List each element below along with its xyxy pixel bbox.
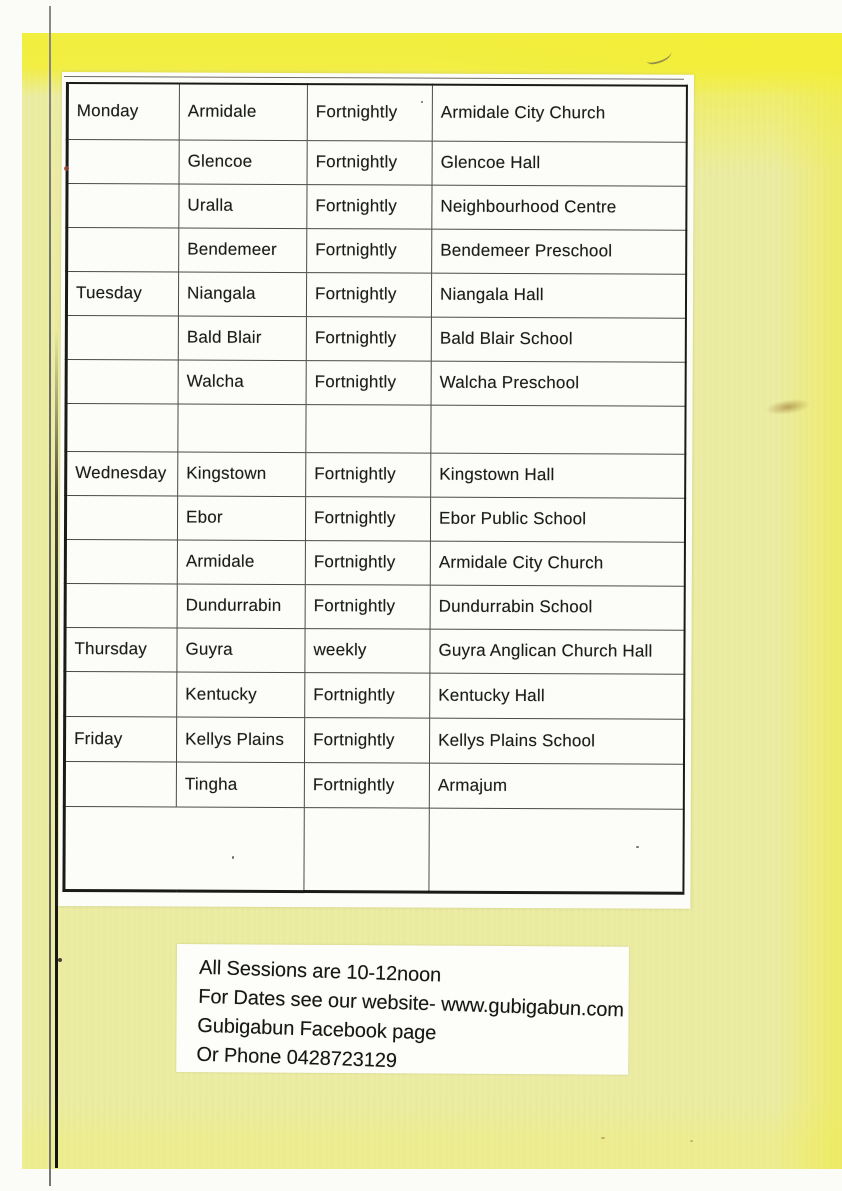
scan-speck <box>64 166 69 171</box>
table-row <box>66 359 686 406</box>
table-row <box>67 83 687 142</box>
note-line-phone: Or Phone 0428723129 <box>196 1043 398 1073</box>
cell-venue: Ebor Public School <box>430 497 685 542</box>
scan-speck <box>232 856 234 859</box>
cell-day <box>64 806 176 890</box>
cell-venue: Dundurrabin School <box>430 585 685 630</box>
cell-location: Uralla <box>179 184 307 229</box>
scan-hairline <box>64 76 684 80</box>
scan-speck <box>690 1140 693 1142</box>
table-row-blank <box>64 806 684 893</box>
table-row-blank <box>66 403 686 454</box>
session-schedule-table <box>62 82 688 894</box>
cell-day: Friday <box>64 716 176 761</box>
cell-frequency: Fortnightly <box>305 540 430 585</box>
cell-day <box>65 671 177 716</box>
cell-venue: Kingstown Hall <box>431 453 686 498</box>
cell-location: Kingstown <box>178 452 306 497</box>
cell-venue: Bald Blair School <box>431 317 686 362</box>
table-row <box>65 627 685 674</box>
table-row <box>64 761 684 809</box>
cell-location <box>176 807 304 892</box>
cell-venue: Armajum <box>429 763 684 809</box>
cell-day <box>65 583 177 627</box>
cell-day <box>66 315 178 359</box>
cell-frequency: Fortnightly <box>306 452 431 497</box>
cell-location: Tingha <box>176 762 304 808</box>
cell-venue: Kentucky Hall <box>430 673 685 719</box>
cell-venue: Armidale City Church <box>432 85 687 142</box>
table-row <box>66 271 686 318</box>
cell-location: Kellys Plains <box>176 717 304 763</box>
cell-venue: Guyra Anglican Church Hall <box>430 629 685 674</box>
cell-day <box>65 495 177 539</box>
table-row <box>66 451 686 498</box>
cell-location: Glencoe <box>179 140 307 185</box>
cell-day: Monday <box>67 83 179 139</box>
cell-venue <box>429 808 684 893</box>
cell-day: Wednesday <box>66 451 178 495</box>
cell-day <box>65 539 177 583</box>
cell-frequency <box>304 807 429 892</box>
table-row <box>67 139 687 186</box>
cell-frequency: Fortnightly <box>306 360 431 405</box>
cell-venue: Glencoe Hall <box>432 141 687 186</box>
note-line-sessions: All Sessions are 10-12noon <box>198 956 442 987</box>
cell-venue: Walcha Preschool <box>431 361 686 406</box>
table-row <box>67 227 687 274</box>
cell-day <box>67 183 179 227</box>
scan-speck <box>421 101 423 103</box>
cell-venue: Armidale City Church <box>430 541 685 586</box>
table-row <box>65 539 685 586</box>
note-line-facebook: Gubigabun Facebook page <box>197 1014 437 1045</box>
cell-day: Tuesday <box>66 271 178 315</box>
page-edge-line-gray <box>49 6 51 1186</box>
page-edge-line-black <box>55 330 58 1168</box>
cell-frequency: weekly <box>305 628 430 673</box>
cell-venue: Niangala Hall <box>431 273 686 318</box>
cell-location: Kentucky <box>177 672 305 718</box>
cell-frequency <box>306 404 431 453</box>
table-row <box>67 183 687 230</box>
cell-frequency: Fortnightly <box>307 84 432 141</box>
cell-location: Niangala <box>178 272 306 317</box>
scan-speck <box>601 1137 605 1139</box>
cell-location <box>178 404 306 453</box>
scan-speck <box>58 958 62 962</box>
cell-location: Walcha <box>178 360 306 405</box>
schedule-table-paper <box>58 72 694 909</box>
cell-location: Armidale <box>179 84 307 141</box>
cell-frequency: Fortnightly <box>306 316 431 361</box>
cell-day <box>67 139 179 183</box>
table-row <box>64 716 684 764</box>
cell-day: Thursday <box>65 627 177 671</box>
note-line-website: For Dates see our website- www.gubigabun.com <box>197 985 625 1022</box>
cell-venue: Bendemeer Preschool <box>432 229 687 274</box>
cell-frequency: Fortnightly <box>305 496 430 541</box>
cell-venue: Kellys Plains School <box>429 718 684 764</box>
info-note <box>176 944 629 1075</box>
cell-frequency: Fortnightly <box>307 184 432 229</box>
cell-frequency: Fortnightly <box>306 272 431 317</box>
cell-day <box>67 227 179 271</box>
cell-location: Bendemeer <box>179 228 307 273</box>
cell-frequency: Fortnightly <box>305 584 430 629</box>
cell-location: Ebor <box>177 496 305 541</box>
table-row <box>65 495 685 542</box>
cell-day <box>64 761 176 806</box>
cell-location: Dundurrabin <box>177 584 305 629</box>
cell-frequency: Fortnightly <box>307 228 432 273</box>
cell-frequency: Fortnightly <box>305 672 430 718</box>
cell-day <box>66 359 178 403</box>
cell-day <box>66 403 178 451</box>
cell-venue: Neighbourhood Centre <box>432 185 687 230</box>
cell-frequency: Fortnightly <box>304 717 429 763</box>
table-row <box>66 315 686 362</box>
scan-speck <box>636 846 639 848</box>
table-row <box>65 583 685 630</box>
cell-location: Armidale <box>177 540 305 585</box>
cell-location: Guyra <box>177 628 305 673</box>
cell-venue <box>431 405 686 454</box>
cell-location: Bald Blair <box>178 316 306 361</box>
table-row <box>65 671 685 719</box>
note-text <box>176 944 629 1075</box>
cell-frequency: Fortnightly <box>304 762 429 808</box>
cell-frequency: Fortnightly <box>307 140 432 185</box>
